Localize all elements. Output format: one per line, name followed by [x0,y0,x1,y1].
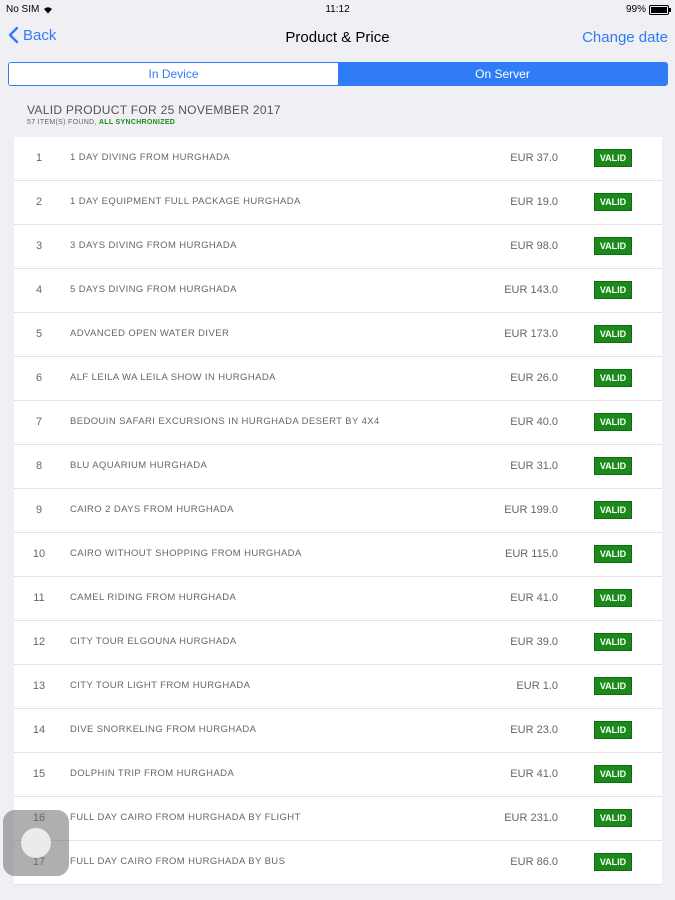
product-row[interactable] [14,797,662,841]
row-index: 10 [32,548,46,560]
valid-badge: VALID [594,457,632,475]
product-price: EUR 31.0 [510,460,558,472]
product-name: DOLPHIN TRIP FROM HURGHADA [70,768,235,779]
valid-badge: VALID [594,721,632,739]
product-price: EUR 1.0 [516,680,558,692]
product-price: EUR 23.0 [510,724,558,736]
battery-percent: 99% [625,4,646,15]
product-price: EUR 19.0 [510,196,558,208]
product-table [14,137,662,885]
product-name: ADVANCED OPEN WATER DIVER [70,328,230,339]
valid-badge: VALID [594,633,632,651]
product-price: EUR 115.0 [505,548,558,560]
carrier-label: No SIM [6,4,40,15]
product-price: EUR 143.0 [504,284,558,296]
row-index: 14 [32,724,46,736]
product-price: EUR 98.0 [510,240,558,252]
row-index: 6 [35,372,43,384]
product-name: CITY TOUR LIGHT FROM HURGHADA [70,680,251,691]
change-date-button[interactable]: Change date [582,29,668,46]
product-price: EUR 86.0 [510,856,558,868]
product-name: CAIRO 2 DAYS FROM HURGHADA [70,504,234,515]
status-right [626,4,669,15]
product-name: BEDOUIN SAFARI EXCURSIONS IN HURGHADA DESERT BY 4X4 [70,416,380,427]
valid-badge: VALID [594,545,632,563]
row-index: 2 [35,196,43,208]
product-price: EUR 199.0 [504,504,558,516]
product-row[interactable] [14,577,662,621]
product-name: 1 DAY EQUIPMENT FULL PACKAGE HURGHADA [70,196,301,207]
product-row[interactable] [14,709,662,753]
valid-badge: VALID [594,149,632,167]
product-name: CAIRO WITHOUT SHOPPING FROM HURGHADA [70,548,302,559]
row-index: 7 [35,416,43,428]
section-subtitle [27,119,281,126]
valid-badge: VALID [594,501,632,519]
product-row[interactable] [14,269,662,313]
row-index: 8 [35,460,43,472]
assistive-touch-button[interactable] [3,810,69,876]
valid-badge: VALID [594,325,632,343]
valid-badge: VALID [594,589,632,607]
valid-badge: VALID [594,281,632,299]
product-name: 5 DAYS DIVING FROM HURGHADA [70,284,237,295]
status-time: 11:12 [325,4,350,15]
product-row[interactable] [14,489,662,533]
product-price: EUR 39.0 [510,636,558,648]
row-index: 13 [32,680,46,692]
valid-badge: VALID [594,237,632,255]
row-index: 5 [35,328,43,340]
status-bar [0,0,675,20]
product-row[interactable] [14,313,662,357]
row-index: 3 [35,240,43,252]
segment-on-server[interactable]: On Server [338,63,667,85]
battery-icon [649,5,669,15]
row-index: 1 [35,152,43,164]
product-row[interactable] [14,841,662,885]
row-index: 12 [32,636,46,648]
product-row[interactable] [14,225,662,269]
product-row[interactable] [14,181,662,225]
valid-badge: VALID [594,809,632,827]
product-row[interactable] [14,753,662,797]
product-row[interactable] [14,137,662,181]
navigation-bar [0,20,675,58]
source-segmented-control [8,62,668,86]
product-name: 1 DAY DIVING FROM HURGHADA [70,152,230,163]
product-row[interactable] [14,533,662,577]
product-price: EUR 41.0 [510,768,558,780]
valid-badge: VALID [594,853,632,871]
row-index: 15 [32,768,46,780]
back-label: Back [23,26,57,44]
valid-badge: VALID [594,193,632,211]
product-price: EUR 41.0 [510,592,558,604]
product-row[interactable] [14,357,662,401]
product-price: EUR 231.0 [504,812,558,824]
row-index: 11 [33,592,45,604]
segment-in-device[interactable]: In Device [9,63,338,85]
product-row[interactable] [14,445,662,489]
sync-status-text: ALL SYNCHRONIZED [98,119,176,126]
product-row[interactable] [14,665,662,709]
product-name: 3 DAYS DIVING FROM HURGHADA [70,240,237,251]
page-title: Product & Price [285,29,390,46]
product-price: EUR 173.0 [504,328,558,340]
product-price: EUR 26.0 [510,372,558,384]
product-name: BLU AQUARIUM HURGHADA [70,460,208,471]
product-price: EUR 40.0 [510,416,558,428]
row-index: 9 [35,504,43,516]
product-row[interactable] [14,401,662,445]
row-index: 4 [35,284,43,296]
valid-badge: VALID [594,677,632,695]
product-price: EUR 37.0 [510,152,558,164]
product-name: ALF LEILA WA LEILA SHOW IN HURGHADA [70,372,276,383]
items-found-text: 57 ITEM(S) FOUND, [27,119,97,126]
valid-badge: VALID [594,413,632,431]
valid-badge: VALID [594,369,632,387]
product-row[interactable] [14,621,662,665]
section-title: VALID PRODUCT FOR 25 NOVEMBER 2017 [27,103,281,117]
product-name: CITY TOUR ELGOUNA HURGHADA [70,636,237,647]
valid-badge: VALID [594,765,632,783]
product-name: CAMEL RIDING FROM HURGHADA [70,592,237,603]
product-name: DIVE SNORKELING FROM HURGHADA [70,724,257,735]
product-name: FULL DAY CAIRO FROM HURGHADA BY FLIGHT [70,812,301,823]
section-header [27,103,281,126]
product-name: FULL DAY CAIRO FROM HURGHADA BY BUS [70,856,286,867]
